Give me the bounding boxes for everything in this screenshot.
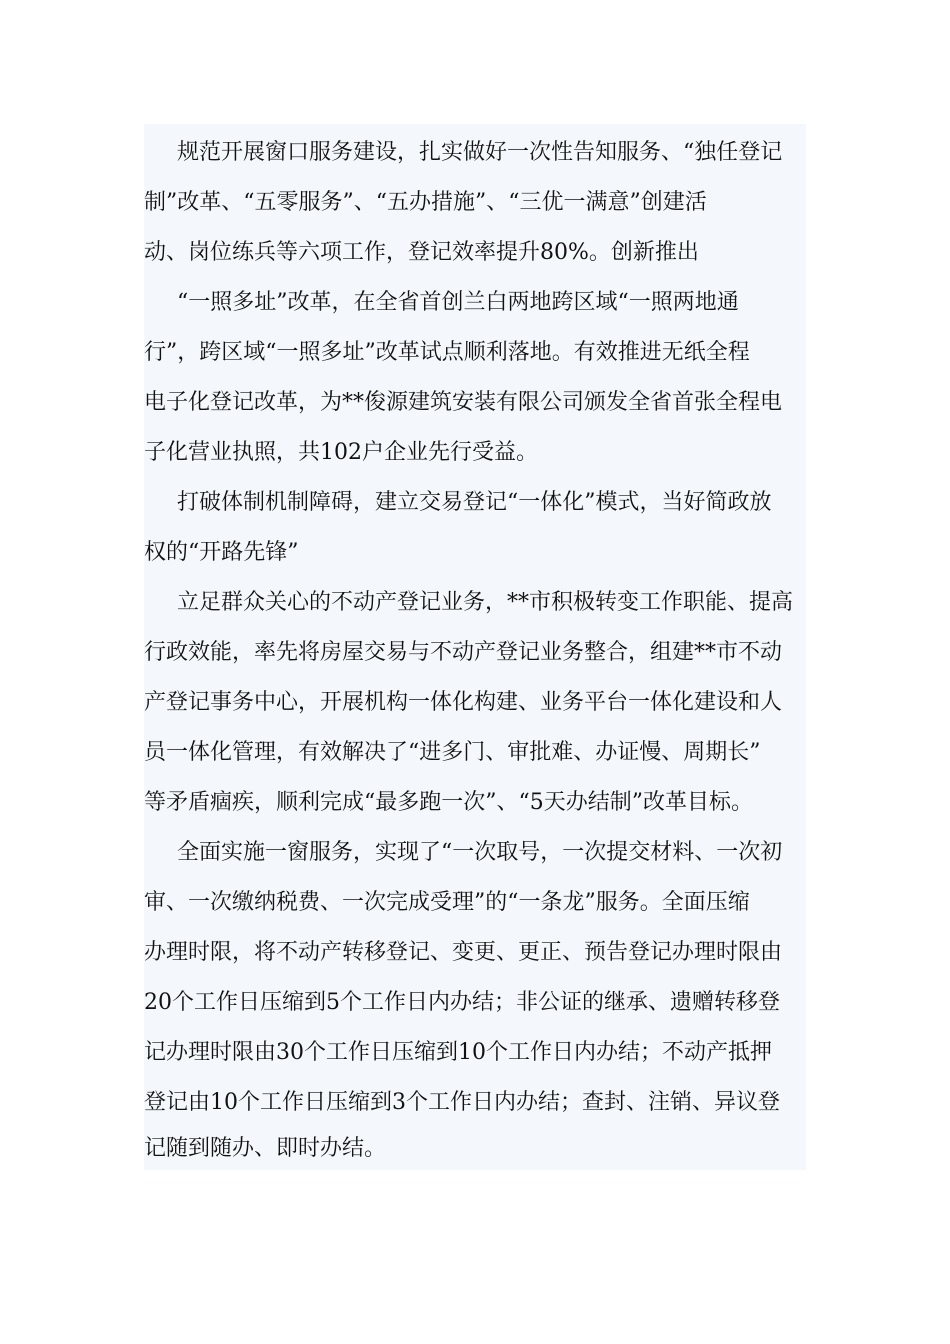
text-line: 子化营业执照，共102户企业先行受益。 [144, 440, 538, 465]
text-line: 记随到随办、即时办结。 [144, 1136, 387, 1161]
text-line: 权的“开路先锋” [144, 540, 299, 565]
text-line: 等矛盾痼疾，顺利完成“最多跑一次”、“5天办结制”改革目标。 [144, 790, 753, 815]
text-line: 全面实施一窗服务，实现了“一次取号，一次提交材料、一次初 [177, 840, 783, 865]
text-line: 立足群众关心的不动产登记业务，**市积极转变工作职能、提高 [177, 590, 794, 615]
text-line: 产登记事务中心，开展机构一体化构建、业务平台一体化建设和人 [144, 690, 783, 715]
text-line: 审、一次缴纳税费、一次完成受理”的“一条龙”服务。全面压缩 [144, 890, 750, 915]
text-line: 记办理时限由30个工作日压缩到10个工作日内办结；不动产抵押 [144, 1040, 772, 1065]
text-line: 电子化登记改革，为**俊源建筑安装有限公司颁发全省首张全程电 [144, 390, 783, 415]
text-line: “一照多址”改革，在全省首创兰白两地跨区域“一照两地通 [177, 290, 739, 315]
text-line: 员一体化管理，有效解决了“进多门、审批难、办证慢、周期长” [144, 740, 761, 765]
text-line: 办理时限，将不动产转移登记、变更、更正、预告登记办理时限由 [144, 940, 783, 965]
text-line: 制”改革、“五零服务”、“五办措施”、“三优一满意”创建活 [144, 190, 707, 215]
text-line: 登记由10个工作日压缩到3个工作日内办结；查封、注销、异议登 [144, 1090, 780, 1115]
body-text [144, 124, 806, 1170]
text-line: 行”，跨区域“一照多址”改革试点顺利落地。有效推进无纸全程 [144, 340, 750, 365]
text-line: 20个工作日压缩到5个工作日内办结；非公证的继承、遗赠转移登 [144, 990, 780, 1015]
text-line: 行政效能，率先将房屋交易与不动产登记业务整合，组建**市不动 [144, 640, 783, 665]
text-line: 打破体制机制障碍，建立交易登记“一体化”模式，当好简政放 [177, 490, 772, 515]
text-line: 规范开展窗口服务建设，扎实做好一次性告知服务、“独任登记 [177, 140, 783, 165]
text-line: 动、岗位练兵等六项工作，登记效率提升80%。创新推出 [144, 240, 699, 265]
